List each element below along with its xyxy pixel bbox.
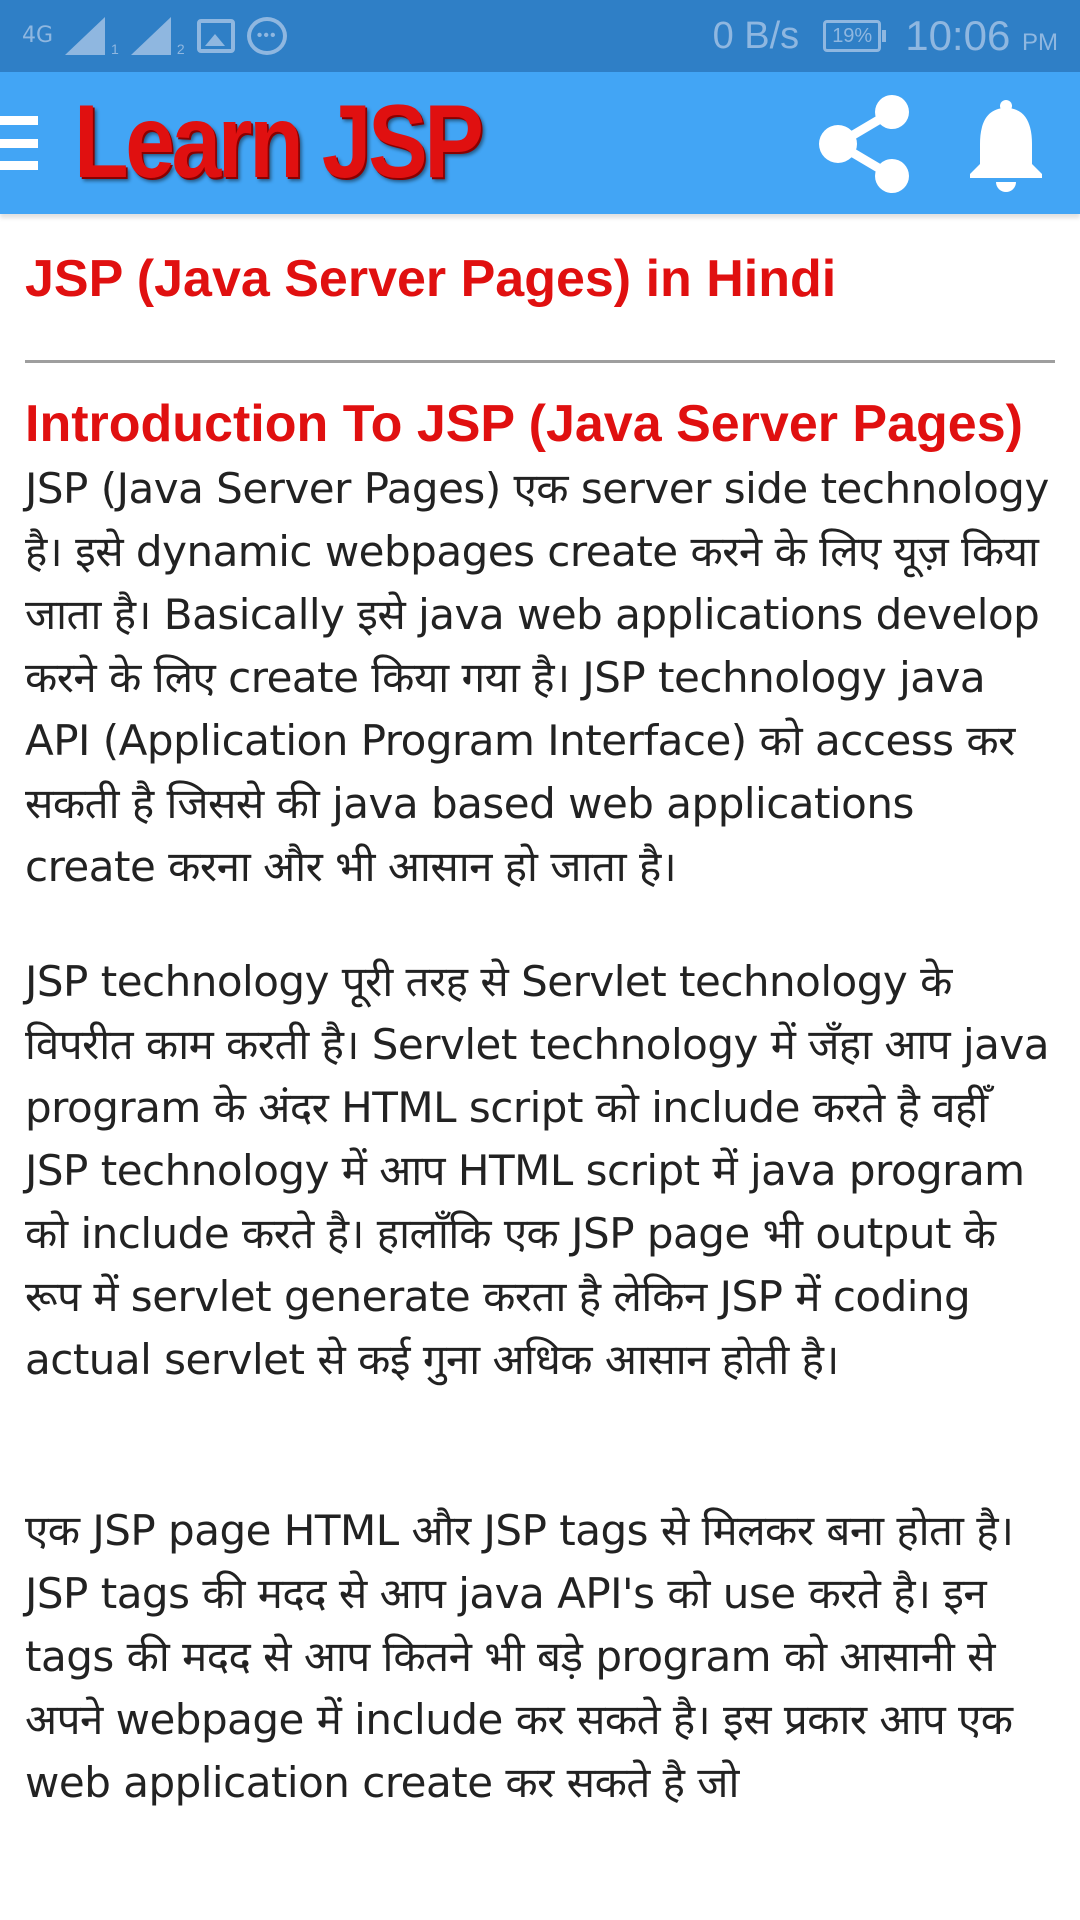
share-button[interactable] (812, 92, 916, 196)
battery-icon: 19% (823, 20, 881, 52)
chat-notification-icon: ••• (247, 17, 287, 55)
page-title: JSP (Java Server Pages) in Hindi (25, 250, 837, 308)
network-type: 4G (22, 23, 54, 48)
share-icon (812, 92, 916, 196)
menu-icon-bar (0, 139, 38, 148)
net-speed: 0 B/s (712, 14, 800, 57)
app-bar (0, 72, 1080, 214)
clock-ampm: PM (1022, 29, 1058, 56)
menu-button[interactable] (0, 116, 40, 170)
paragraph: JSP technology पूरी तरह से Servlet technology के विपरीत काम करती है। Servlet technology में जँहा आप java program के अंदर HTML script को include करते है वहीँ JSP technology में आप HTML script में java program को include करते है। हालाँकि एक JSP page भी output के रूप में servlet generate करता है लेकिन JSP में coding actual servlet से कई गुना अधिक आसान होती है। (25, 957, 1050, 1384)
sim2-label: 2 (176, 41, 185, 57)
signal-icon (65, 17, 105, 55)
signal-icon (131, 17, 171, 55)
paragraph: एक JSP page HTML और JSP tags से मिलकर बना होता है। JSP tags की मदद से आप java API's को use करते है। इन tags की मदद से आप कितने भी बड़े program को आसानी से अपने webpage में include कर सकते है। इस प्रकार आप एक web application create कर सकते है जो (25, 1506, 1014, 1807)
status-bar (0, 0, 1080, 72)
menu-icon-bar (0, 161, 38, 170)
paragraph: JSP (Java Server Pages) एक server side technology है। इसे dynamic webpages create करने के लिए यूज़ किया जाता है। Basically इसे java web applications develop करने के लिए create किया गया है। JSP technology java API (Application Program Interface) को access कर सकती है जिससे की java based web applications create करना और भी आसान हो जाता है। (25, 464, 1049, 891)
section-heading: Introduction To JSP (Java Server Pages) (25, 395, 1023, 453)
clock (905, 12, 1058, 60)
image-notification-icon (197, 19, 235, 53)
sim1-label: 1 (111, 41, 119, 57)
divider (25, 360, 1055, 363)
status-right (713, 12, 1058, 60)
article (25, 222, 1055, 1814)
menu-icon-bar (0, 116, 38, 125)
bell-icon (966, 98, 1046, 194)
status-left (22, 15, 287, 57)
notification-button[interactable] (966, 98, 1046, 194)
clock-time: 10:06 (905, 12, 1011, 59)
app-title: Learn JSP (74, 84, 481, 200)
